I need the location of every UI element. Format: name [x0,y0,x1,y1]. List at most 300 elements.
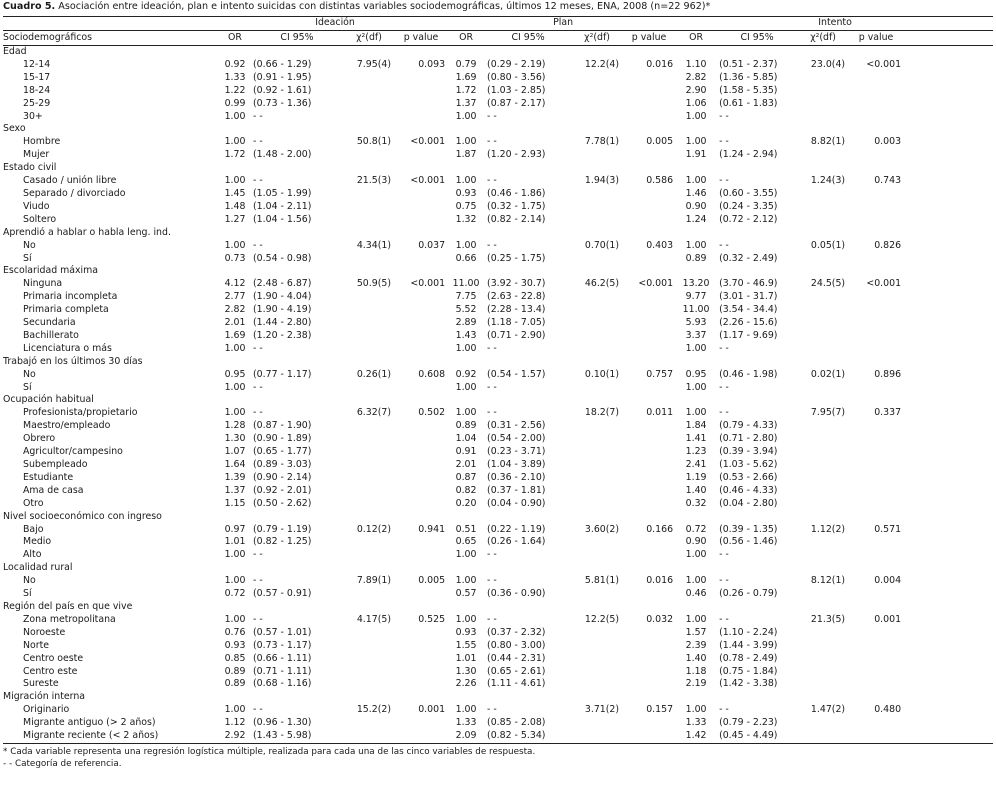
cell-plan-chi2 [573,420,621,433]
cell-plan-chi2 [573,214,621,227]
cell-ideacion-or: 2.01 [224,317,246,329]
cell-intento-p-value [847,188,905,201]
cell-ideacion-p-value: <0.001 [410,136,446,148]
cell-plan-chi2 [573,343,621,356]
cell-ideacion-chi2 [345,730,393,743]
cell-plan-p-value [621,485,677,498]
cell-ideacion-or: 0.76 [224,626,246,638]
cell-ideacion-p-value: <0.001 [410,175,446,187]
cell-ideacion-ci: - - [253,110,263,122]
row-label: Casado / unión libre [23,175,117,187]
cell-ideacion-chi2: 4.17(5) [356,613,391,625]
cell-ideacion-chi2 [345,446,393,459]
cell-intento-chi2: 0.02(1) [810,368,846,380]
cell-ideacion-or: 2.82 [224,304,246,316]
cell-ideacion-chi2 [345,640,393,653]
row-label: Norte [23,639,50,651]
cell-plan-or: 7.75 [455,291,477,303]
cell-intento-chi2 [799,330,847,343]
cell-ideacion-p-value [393,214,449,227]
cell-plan-ci: (0.26 - 1.64) [487,536,546,548]
cell-plan-chi2 [573,678,621,691]
cell-plan-ci: (0.87 - 2.17) [487,97,546,109]
cell-plan-p-value [621,459,677,472]
table-row [3,717,993,730]
cell-ideacion-chi2 [345,472,393,485]
cell-intento-or: 1.42 [677,730,715,743]
cell-ideacion-ci: (0.92 - 1.61) [253,84,312,96]
cell-intento-p-value [847,72,905,85]
cell-plan-or: 1.43 [455,329,477,341]
cell-intento-or: 1.24 [685,213,707,225]
table-row [3,485,993,498]
cell-intento-chi2 [799,420,847,433]
cell-intento-ci: (0.79 - 2.23) [719,717,778,729]
cell-intento-chi2 [799,485,847,498]
cell-plan-ci: (1.11 - 4.61) [487,678,546,690]
cell-plan-chi2: 46.2(5) [584,278,620,290]
cell-intento-ci: (0.75 - 1.84) [719,665,778,677]
table-row [3,175,993,188]
cell-plan-p-value: 0.757 [646,368,674,380]
cell-ideacion-p-value [393,85,449,98]
col-ci-plan: CI 95% [483,31,573,46]
cell-plan-chi2 [573,459,621,472]
cell-plan-p-value [621,640,677,653]
row-label: Primaria completa [23,304,109,316]
cell-intento-or: 2.90 [685,84,707,96]
cell-ideacion-or: 1.48 [224,200,246,212]
cell-intento-p-value [847,253,905,266]
cell-plan-p-value: 0.016 [646,575,674,587]
cell-ideacion-or: 1.00 [224,407,246,419]
cell-plan-p-value [621,498,677,511]
cell-ideacion-ci: (1.44 - 2.80) [253,317,312,329]
cell-ideacion-ci: - - [253,239,263,251]
cell-intento-p-value [847,485,905,498]
row-label: Migrante antiguo (> 2 años) [23,717,156,729]
cell-plan-ci: - - [487,175,497,187]
cell-plan-chi2: 0.10(1) [584,368,620,380]
cell-ideacion-ci: (0.90 - 2.14) [253,471,312,483]
cell-intento-ci: - - [719,549,729,561]
col-ci-intento: CI 95% [715,31,799,46]
cell-intento-p-value: 0.896 [874,368,902,380]
cell-plan-or: 0.51 [455,523,477,535]
table-row [3,730,993,743]
cell-plan-ci: - - [487,549,497,561]
row-label: Centro oeste [23,652,84,664]
cell-ideacion-p-value [393,72,449,85]
row-label: Agricultor/campesino [23,446,123,458]
cell-plan-p-value [621,717,677,730]
cell-intento-or: 1.46 [685,187,707,199]
cell-intento-ci: (0.79 - 4.33) [719,420,778,432]
cell-plan-or: 2.89 [455,317,477,329]
cell-plan-chi2 [573,291,621,304]
col-ci-ideacion: CI 95% [249,31,345,46]
row-label: 30+ [23,110,43,122]
caption-label: Cuadro 5. [3,1,56,12]
row-label: Obrero [23,433,56,445]
cell-ideacion-or: 1.07 [224,446,246,458]
cell-intento-ci: - - [719,342,729,354]
cell-intento-chi2: 1.12(2) [810,523,846,535]
cell-plan-ci: - - [487,575,497,587]
cell-intento-p-value: 0.743 [874,175,902,187]
cell-intento-ci: - - [719,175,729,187]
table-row [3,653,993,666]
table-row [3,72,993,85]
cell-plan-p-value [621,111,677,124]
table-row [3,627,993,640]
cell-ideacion-chi2 [345,382,393,395]
cell-intento-chi2 [799,382,847,395]
cell-plan-p-value: 0.005 [646,136,674,148]
cell-ideacion-ci: (0.73 - 1.17) [253,639,312,651]
cell-ideacion-or: 0.93 [224,639,246,651]
cell-intento-chi2 [799,253,847,266]
cell-intento-p-value: 0.337 [874,407,902,419]
cell-plan-ci: - - [487,381,497,393]
table-row [3,588,993,601]
cell-plan-p-value [621,72,677,85]
cell-plan-ci: (0.82 - 5.34) [483,730,573,743]
cell-ideacion-ci: (0.66 - 1.11) [253,652,312,664]
cell-intento-or: 13.20 [682,278,710,290]
cell-intento-chi2 [799,214,847,227]
cell-ideacion-ci: (0.57 - 1.01) [253,626,312,638]
cell-plan-or: 1.00 [455,110,477,122]
section-title: Escolaridad máxima [3,265,99,277]
cell-intento-chi2 [799,549,847,562]
row-label: Ama de casa [23,484,84,496]
cell-ideacion-p-value [393,253,449,266]
row-label: Otro [23,497,44,509]
row-label: Sí [23,381,32,393]
cell-plan-p-value [621,149,677,162]
cell-ideacion-or: 4.12 [224,278,246,290]
row-label: Estudiante [23,471,74,483]
cell-intento-ci: (3.54 - 34.4) [719,304,778,316]
cell-ideacion-p-value [393,498,449,511]
cell-ideacion-p-value [393,111,449,124]
cell-plan-or: 1.00 [455,381,477,393]
cell-ideacion-or: 1.00 [224,381,246,393]
cell-intento-ci: (0.46 - 4.33) [719,484,778,496]
section-header-row [3,162,993,175]
cell-ideacion-p-value [393,149,449,162]
cell-intento-ci: - - [719,613,729,625]
cell-ideacion-ci: (2.48 - 6.87) [253,278,312,290]
cell-intento-or: 1.00 [685,549,707,561]
cell-intento-or: 1.10 [685,58,707,70]
cell-plan-p-value: 0.032 [646,613,674,625]
table-row [3,704,993,717]
cell-intento-or: 1.18 [685,665,707,677]
cell-plan-or: 1.00 [455,239,477,251]
cell-ideacion-ci: (0.66 - 1.29) [253,58,312,70]
cell-plan-or: 1.72 [455,84,477,96]
cell-plan-ci: (0.80 - 3.56) [487,71,546,83]
cell-plan-or: 11.00 [452,278,480,290]
table-body [3,46,993,744]
cell-plan-chi2 [573,149,621,162]
cell-intento-or: 5.93 [685,317,707,329]
cell-ideacion-ci: (0.73 - 1.36) [253,97,312,109]
cell-plan-chi2: 0.70(1) [584,239,620,251]
cell-ideacion-p-value [393,317,449,330]
row-label: Soltero [23,213,57,225]
cell-ideacion-chi2 [345,149,393,162]
section-header-row [3,601,993,614]
cell-plan-chi2 [573,730,621,743]
cell-intento-p-value: 0.480 [874,704,902,716]
footnotes [3,746,993,770]
section-title: Trabajó en los últimos 30 días [3,355,143,367]
cell-intento-chi2: 8.12(1) [810,575,846,587]
cell-ideacion-ci: (0.91 - 1.95) [253,71,312,83]
cell-plan-or: 5.52 [455,304,477,316]
cell-plan-ci: (1.04 - 3.89) [487,459,546,470]
row-label: Noroeste [23,626,66,638]
cell-plan-ci: (0.44 - 2.31) [487,652,546,664]
col-p-plan: p value [621,31,677,46]
table-row [3,304,993,317]
cell-ideacion-p-value [393,653,449,666]
cell-ideacion-or: 1.39 [224,471,246,483]
cell-ideacion-or: 0.97 [224,523,246,535]
cell-intento-ci: (0.46 - 1.98) [719,368,778,380]
cell-intento-or: 1.84 [685,420,707,432]
row-label: No [23,575,36,587]
cell-plan-chi2 [573,666,621,679]
cell-plan-or: 1.00 [455,613,477,625]
cell-ideacion-ci: (0.54 - 0.98) [253,252,312,264]
cell-ideacion-p-value [393,678,449,691]
cell-ideacion-ci: (0.65 - 1.77) [253,446,312,458]
cell-intento-ci: (1.17 - 9.69) [719,329,778,341]
cell-plan-chi2 [573,549,621,562]
cell-ideacion-chi2 [345,98,393,111]
cell-intento-p-value [847,149,905,162]
table-row [3,498,993,511]
table-row [3,446,993,459]
cell-plan-ci: - - [487,704,497,716]
table-row [3,369,993,382]
cell-plan-or: 1.00 [455,136,477,148]
cell-intento-p-value: 0.571 [874,523,902,535]
cell-plan-ci: (0.04 - 0.90) [487,497,546,509]
cell-intento-ci: (0.56 - 1.46) [719,536,778,548]
cell-ideacion-or: 1.72 [224,149,246,161]
cell-intento-chi2 [799,653,847,666]
cell-plan-p-value [621,420,677,433]
cell-plan-chi2: 3.60(2) [584,523,620,535]
cell-plan-or: 1.37 [455,97,477,109]
cell-plan-ci: (0.82 - 2.14) [487,213,546,225]
table-row [3,98,993,111]
cell-ideacion-chi2 [345,549,393,562]
table-row [3,407,993,420]
cell-intento-ci: (0.39 - 1.35) [719,523,778,535]
cell-intento-ci: - - [719,110,729,122]
cell-intento-ci: (1.10 - 2.24) [719,626,778,638]
cell-intento-p-value [847,420,905,433]
cell-ideacion-chi2: 50.8(1) [356,136,391,148]
row-label: Sureste [23,678,59,690]
cell-intento-ci: (0.32 - 2.49) [719,252,778,264]
section-title: Estado civil [3,162,57,174]
cell-intento-chi2 [799,72,847,85]
footnote-asterisk: * Cada variable representa una regresión logística múltiple, realizada para cada una de las cinco variables de respuesta. [3,746,536,757]
row-label: Bajo [23,523,44,535]
table-row [3,59,993,72]
cell-ideacion-chi2 [345,304,393,317]
cell-ideacion-ci: (0.92 - 2.01) [253,484,312,496]
table-row [3,85,993,98]
cell-intento-ci: (0.61 - 1.83) [719,97,778,109]
cell-intento-chi2 [799,666,847,679]
cell-plan-p-value: 0.011 [646,407,674,419]
cell-plan-chi2 [573,111,621,124]
col-or-plan: OR [449,31,483,46]
group-header-row [3,17,993,31]
cell-ideacion-p-value [393,330,449,343]
row-label: Mujer [23,149,50,161]
cell-plan-ci: (0.85 - 2.08) [487,717,546,729]
cell-intento-ci: (0.04 - 2.80) [719,497,778,509]
cell-intento-ci: (2.26 - 15.6) [719,317,778,329]
cell-ideacion-p-value [393,446,449,459]
cell-ideacion-chi2 [345,666,393,679]
table-row [3,640,993,653]
cell-plan-chi2: 1.94(3) [584,175,620,187]
col-chi-plan: χ²(df) [573,31,621,46]
table-row [3,549,993,562]
cell-ideacion-ci: (0.71 - 1.11) [253,665,312,677]
table-row [3,433,993,446]
cell-plan-ci: - - [487,407,497,419]
cell-plan-or: 2.09 [449,730,483,743]
cell-intento-or: 1.40 [685,652,707,664]
table-row [3,614,993,627]
section-header-row [3,394,993,407]
cell-plan-chi2 [573,717,621,730]
cell-plan-p-value [621,446,677,459]
cell-intento-or: 0.46 [685,588,707,600]
cell-intento-or: 1.00 [685,136,707,148]
cell-intento-or: 11.00 [682,304,710,316]
cell-ideacion-ci: (0.77 - 1.17) [253,368,312,380]
cell-intento-chi2 [799,588,847,601]
cell-plan-ci: (0.80 - 3.00) [487,639,546,651]
cell-plan-or: 1.87 [455,149,477,161]
row-label: Ninguna [23,278,63,290]
cell-ideacion-chi2 [345,85,393,98]
cell-intento-or: 0.95 [685,368,707,380]
cell-plan-ci: (0.23 - 3.71) [487,446,546,458]
cell-plan-p-value [621,588,677,601]
cell-plan-chi2 [573,253,621,266]
cell-plan-chi2 [573,188,621,201]
cell-ideacion-chi2 [345,717,393,730]
cell-intento-or: 1.57 [685,626,707,638]
cell-ideacion-p-value: 0.005 [418,575,446,587]
row-label: No [23,368,36,380]
cell-plan-chi2 [573,317,621,330]
col-chi-ideacion: χ²(df) [345,31,393,46]
cell-ideacion-p-value: <0.001 [410,278,446,290]
cell-intento-chi2 [799,717,847,730]
cell-ideacion-ci: (1.90 - 4.19) [253,304,312,316]
cell-ideacion-or: 0.99 [224,97,246,109]
cell-ideacion-ci: (1.43 - 5.98) [249,730,345,743]
cell-intento-p-value: 0.826 [874,239,902,251]
cell-ideacion-p-value [393,549,449,562]
cell-plan-chi2 [573,640,621,653]
cell-plan-chi2 [573,72,621,85]
cell-plan-or: 1.01 [455,652,477,664]
cell-ideacion-chi2 [345,291,393,304]
cell-intento-ci: (0.39 - 3.94) [719,446,778,458]
row-label: Zona metropolitana [23,613,116,625]
cell-plan-or: 0.57 [455,588,477,600]
cell-intento-or: 1.91 [685,149,707,161]
cell-ideacion-p-value: 0.941 [418,523,446,535]
cell-ideacion-p-value [393,485,449,498]
row-label: Maestro/empleado [23,420,111,432]
cell-plan-ci: (1.20 - 2.93) [487,149,546,161]
row-label: Licenciatura o más [23,342,112,354]
section-header-row [3,265,993,278]
cell-ideacion-p-value [393,420,449,433]
cell-ideacion-chi2 [345,317,393,330]
cell-plan-ci: (2.28 - 13.4) [487,304,546,316]
table-row [3,240,993,253]
cell-plan-chi2 [573,304,621,317]
cell-intento-ci: - - [719,239,729,251]
cell-intento-or: 1.41 [685,433,707,445]
cell-intento-or: 1.00 [685,342,707,354]
cell-intento-chi2 [799,98,847,111]
row-label: Secundaria [23,317,76,329]
cell-intento-or: 1.00 [685,575,707,587]
col-or-ideacion: OR [221,31,249,46]
cell-ideacion-or: 1.37 [224,484,246,496]
cell-plan-p-value [621,730,677,743]
cell-intento-chi2 [799,343,847,356]
cell-plan-chi2 [573,627,621,640]
group-header-ideacion: Ideación [221,17,449,31]
cell-ideacion-chi2: 4.34(1) [356,239,391,251]
cell-ideacion-chi2: 7.95(4) [356,58,391,70]
cell-ideacion-chi2 [345,72,393,85]
cell-intento-p-value [847,730,905,743]
cell-intento-p-value [847,446,905,459]
cell-intento-chi2 [799,472,847,485]
table-caption [3,0,993,16]
cell-intento-p-value [847,640,905,653]
cell-intento-or: 0.89 [685,252,707,264]
cell-ideacion-ci: - - [253,381,263,393]
cell-intento-or: 0.90 [685,200,707,212]
cell-intento-p-value: <0.001 [866,58,902,70]
cell-intento-p-value [847,214,905,227]
cell-ideacion-chi2 [345,201,393,214]
cell-ideacion-chi2: 6.32(7) [356,407,391,419]
cell-plan-or: 1.00 [455,407,477,419]
